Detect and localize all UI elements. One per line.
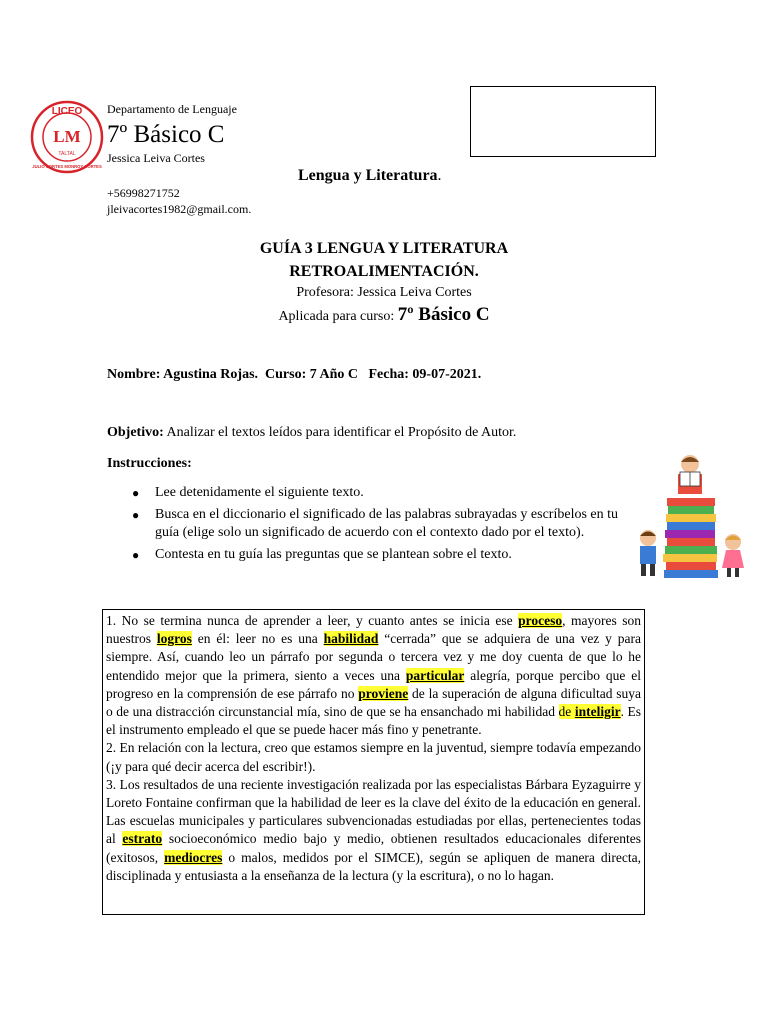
text-segment: de la superación de alguna dificultad suya o de una distracción circunstancial mía, sino de que se ha ensanchado mi habilidad xyxy=(106,685,641,720)
student-info: Nombre: Agustina Rojas. Curso: 7 Año C Fecha: 09-07-2021. xyxy=(107,367,482,382)
professor-line: Profesora: Jessica Leiva Cortes xyxy=(296,285,472,300)
reading-text-box xyxy=(102,609,645,915)
reading-paragraph-2: 2. En relación con la lectura, creo que estamos siempre en la juventud, siempre todavía empezando (¡y para qué decir acerca del escribir!). xyxy=(106,740,641,774)
reading-paragraph-3 xyxy=(106,776,641,885)
teacher-name: Jessica Leiva Cortes xyxy=(107,151,205,165)
phone-number: +56998271752 xyxy=(107,186,180,200)
text-segment: , mayores son nuestros xyxy=(106,613,641,647)
objective-label: Objetivo: xyxy=(107,425,164,440)
logo-top-text: LICEO xyxy=(51,106,83,117)
applied-course-line xyxy=(0,304,768,326)
course-title: 7º Básico C xyxy=(107,121,225,148)
highlighted-word: proviene xyxy=(358,685,409,701)
school-seal-icon xyxy=(30,100,104,174)
highlighted-word: particular xyxy=(405,667,465,683)
applied-course: 7º Básico C xyxy=(397,304,490,325)
text-segment: 3. Los resultados de una reciente investigación realizada por las especialistas Bárbara Eyzaguirre y Loreto Fontaine confirman que la habilidad de leer es la clave del éxito de la educación en general. Las escuelas municipales y particulares subvencionadas estudiadas por ellas, pertenecientes todas al xyxy=(106,776,641,847)
subject-title xyxy=(298,167,442,185)
instruction-text: Busca en el diccionario el significado de las palabras subrayadas y escríbelos en tu guía (elige solo un significado de acuerdo con el contexto dado por el texto). xyxy=(155,507,619,540)
applied-label: Aplicada para curso: xyxy=(278,309,398,324)
kids-reading-books-icon xyxy=(630,452,750,582)
bullet-icon: ● xyxy=(132,548,140,562)
highlighted-word: habilidad xyxy=(323,631,379,647)
text-segment: socioeconómico medio bajo y medio, obtienen resultados educacionales diferentes (exitosos, xyxy=(106,831,641,865)
grade-box xyxy=(470,86,656,157)
instructions-title: Instrucciones: xyxy=(107,456,192,471)
instructions-list xyxy=(130,484,626,568)
text-segment: en él: leer no es una xyxy=(191,631,324,647)
text-segment: “cerrada” que se adquiera de una vez y para siempre. Así, cuando leo un párrafo por segunda o tercera vez y me doy cuenta de que lo he entendido mejor que la primera, siento a veces una xyxy=(106,631,641,683)
instruction-text: Lee detenidamente el siguiente texto. xyxy=(155,485,364,500)
subject-name: Lengua y Literatura xyxy=(298,167,438,184)
instruction-text: Contesta en tu guía las preguntas que se plantean sobre el texto. xyxy=(155,547,512,562)
highlighted-word: de xyxy=(558,704,575,720)
highlighted-word: proceso xyxy=(518,613,563,628)
bullet-icon: ● xyxy=(132,508,140,522)
text-segment: . Es el instrumento empleado el que se puede hacer más fino y penetrante. xyxy=(106,704,642,738)
reading-paragraph-1 xyxy=(106,612,641,739)
text-segment: o malos, medidos por el SIMCE), según se apliquen de manera directa, disciplinada y entusiasta a la enseñanza de la lectura (y la escritura), o no lo hagan. xyxy=(106,849,642,883)
list-item xyxy=(130,484,626,502)
highlighted-word: logros xyxy=(156,631,192,647)
bullet-icon: ● xyxy=(132,486,140,500)
list-item xyxy=(130,546,626,564)
highlighted-word: mediocres xyxy=(164,849,223,865)
logo-ring-text: JULIO CORTES MONROY CORTES xyxy=(32,164,102,169)
objective xyxy=(107,425,516,441)
guide-title: GUÍA 3 LENGUA Y LITERATURA xyxy=(259,240,509,257)
logo-side-text: TALTAL xyxy=(58,151,76,157)
text-segment: alegría, porque percibo que el progreso en la comprensión de ese párrafo no xyxy=(106,667,641,701)
email-address: jleivacortes1982@gmail.com. xyxy=(107,202,252,216)
highlighted-word: inteligir xyxy=(574,704,621,720)
highlighted-word: estrato xyxy=(122,831,163,847)
text-segment: 1. No se termina nunca de aprender a leer, y cuanto antes se inicia ese xyxy=(106,613,519,628)
objective-text: Analizar el textos leídos para identificar el Propósito de Autor. xyxy=(163,425,517,440)
guide-subtitle: RETROALIMENTACIÓN. xyxy=(289,263,479,280)
subject-suffix: . xyxy=(437,167,442,184)
list-item xyxy=(130,506,626,542)
department-label: Departamento de Lenguaje xyxy=(107,102,237,116)
logo-center-text: LM xyxy=(53,127,81,146)
